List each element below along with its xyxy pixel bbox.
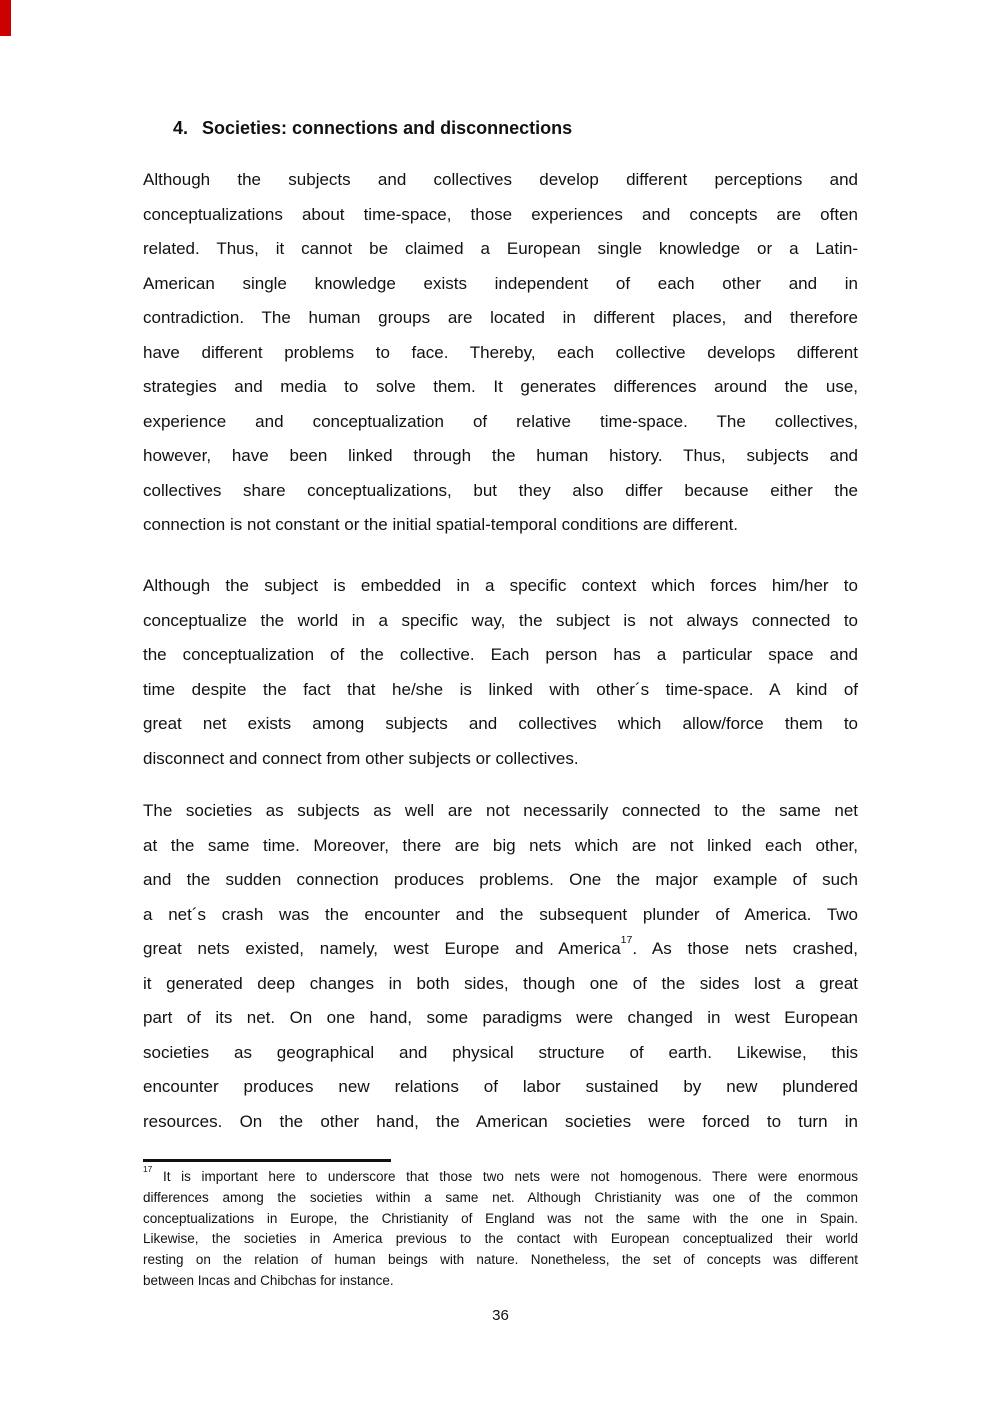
text-line: resting on the relation of human beings with nature. Nonetheless, the set of concepts was different <box>143 1252 858 1268</box>
text-line: the conceptualization of the collective. Each person has a particular space and <box>143 645 858 664</box>
text-line: related. Thus, it cannot be claimed a European single knowledge or a Latin- <box>143 239 858 258</box>
heading-text: Societies: connections and disconnections <box>202 118 573 138</box>
text-line: American single knowledge exists independent of each other and in <box>143 273 858 293</box>
text-line: collectives share conceptualizations, but they also differ because either the <box>143 480 858 500</box>
text-line: resources. On the other hand, the American societies were forced to turn in <box>143 1111 858 1131</box>
text-line: disconnect and connect from other subjects or collectives. <box>143 748 579 768</box>
text-line: Although the subject is embedded in a specific context which forces him/her to <box>143 576 858 595</box>
text-line: and the sudden connection produces problems. One the major example of such <box>143 870 858 889</box>
heading-number: 4. <box>173 118 189 138</box>
page-number: 36 <box>492 1307 509 1324</box>
paragraph-3 <box>143 794 858 1139</box>
text-line: conceptualizations in Europe, the Christianity of England was not the same with the one in Spain. <box>143 1210 858 1226</box>
text-line: Although the subjects and collectives develop different perceptions and <box>143 170 858 189</box>
text-line: Likewise, the societies in America previous to the contact with European conceptualized their world <box>143 1231 858 1247</box>
text-line: at the same time. Moreover, there are big nets which are not linked each other, <box>143 835 858 855</box>
text-line: great nets existed, namely, west Europe and America$^{17}$. As those nets crashed, <box>143 933 858 958</box>
text-line: however, have been linked through the human history. Thus, subjects and <box>143 446 858 465</box>
text-line: connection is not constant or the initial spatial-temporal conditions are different. <box>143 515 739 534</box>
text-line: a net´s crash was the encounter and the subsequent plunder of America. Two <box>143 904 858 924</box>
text-line: contradiction. The human groups are located in different places, and therefore <box>143 308 858 327</box>
red-corner-mark <box>0 0 11 36</box>
text-line: great net exists among subjects and collectives which allow/force them to <box>143 714 858 733</box>
text-line: part of its net. On one hand, some paradigms were changed in west European <box>143 1008 858 1027</box>
text-line: time despite the fact that he/she is linked with other´s time-space. A kind of <box>143 679 858 699</box>
text-line: $^{17}$ It is important here to underscore that those two nets were not homogenous. There were enormous <box>143 1163 858 1184</box>
footnote-separator <box>143 1159 391 1162</box>
text-line: conceptualizations about time-space, those experiences and concepts are often <box>143 204 858 224</box>
text-line: experience and conceptualization of relative time-space. The collectives, <box>143 411 858 431</box>
text-line: The societies as subjects as well are not necessarily connected to the same net <box>143 801 858 820</box>
text-line: have different problems to face. Thereby, each collective develops different <box>143 342 858 362</box>
text-line: differences among the societies within a same net. Although Christianity was one of the common <box>143 1189 858 1205</box>
paragraph-2 <box>143 569 858 776</box>
text-line: encounter produces new relations of labor sustained by new plundered <box>143 1077 858 1096</box>
text-line: conceptualize the world in a specific way, the subject is not always connected to <box>143 610 858 630</box>
paragraph-1 <box>143 163 858 543</box>
text-line: between Incas and Chibchas for instance. <box>143 1272 394 1288</box>
section-heading <box>173 116 572 140</box>
text-line: strategies and media to solve them. It generates differences around the use, <box>143 377 858 396</box>
text-line: it generated deep changes in both sides, though one of the sides lost a great <box>143 973 858 993</box>
text-line: societies as geographical and physical structure of earth. Likewise, this <box>143 1042 858 1062</box>
footnote-reference: 17 <box>143 1163 153 1174</box>
footnote <box>143 1163 858 1292</box>
footnote-reference: 17 <box>620 933 633 946</box>
